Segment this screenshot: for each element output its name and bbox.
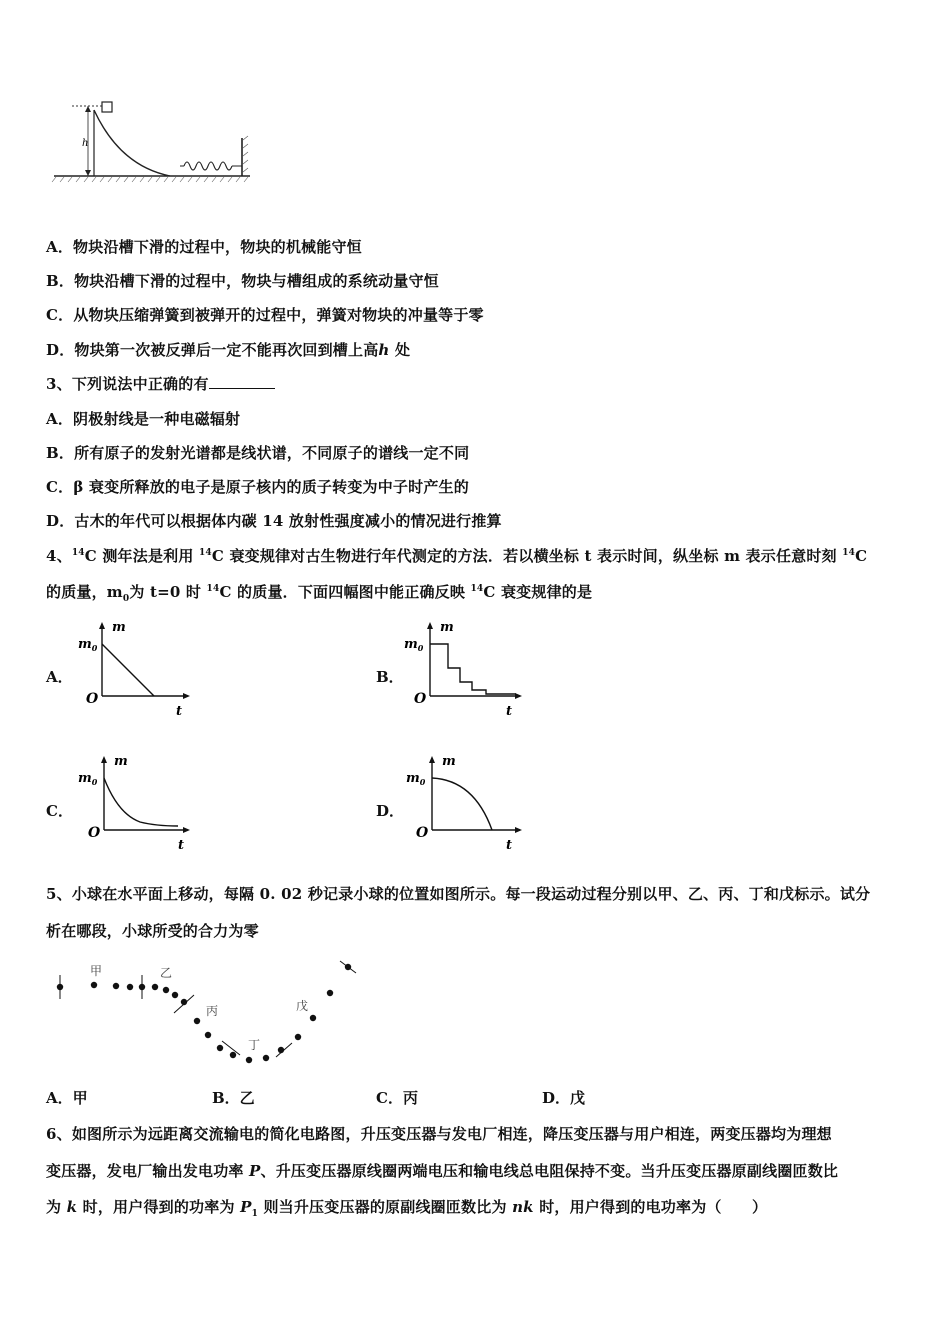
origin: O xyxy=(416,825,429,841)
segment-jia: 甲 xyxy=(90,964,103,978)
height-label: h xyxy=(82,138,89,149)
axis-m0: $m_0$ xyxy=(404,637,424,653)
q2-option-a: A．物块沿槽下滑的过程中，物块的机械能守恒 xyxy=(46,238,362,256)
axis-t: t xyxy=(176,704,183,718)
q5-choice-a: A．甲 xyxy=(46,1089,88,1107)
graph-a-label: A． xyxy=(46,668,73,686)
segment-bing: 丙 xyxy=(206,1004,219,1018)
q5-stem-line2: 析在哪段，小球所受的合力为零 xyxy=(46,922,259,940)
axis-m: m xyxy=(114,754,128,769)
axis-t: t xyxy=(178,838,185,852)
q4-stem-line2: 的质量，$m_0$为 t=0 时 $^{14}$C 的质量．下面四幅图中能正确反映 $^{14}$C 衰变规律的是 xyxy=(46,583,593,604)
origin: O xyxy=(414,691,427,707)
graph-b-label: B． xyxy=(376,668,404,686)
q5-choice-c: C．丙 xyxy=(376,1089,418,1107)
origin: O xyxy=(86,691,99,707)
axis-m: m xyxy=(440,620,454,635)
q5-choice-d: D．戊 xyxy=(542,1089,586,1107)
q3-option-a: A．阴极射线是一种电磁辐射 xyxy=(46,410,241,428)
q3-option-d: D．古木的年代可以根据体内碳 14 放射性强度减小的情况进行推算 xyxy=(46,512,502,530)
q4-stem-line1: 4、$^{14}$C 测年法是利用 $^{14}$C 衰变规律对古生物进行年代测定的方法．若以横坐标 t 表示时间，纵坐标 m 表示任意时刻 $^{14}$C xyxy=(46,547,868,565)
axis-m0: $m_0$ xyxy=(78,771,98,787)
graph-a xyxy=(78,618,198,718)
graph-b xyxy=(404,618,529,718)
axis-m0: $m_0$ xyxy=(406,771,426,787)
graph-d-label: D． xyxy=(376,802,405,820)
q2-option-b: B．物块沿槽下滑的过程中，物块与槽组成的系统动量守恒 xyxy=(46,272,439,290)
slope-spring-figure xyxy=(50,96,260,188)
axis-m: m xyxy=(112,620,126,635)
ball-motion-figure xyxy=(50,955,370,1070)
origin: O xyxy=(88,825,101,841)
answer-blank xyxy=(209,376,275,389)
q6-stem-line1: 6、如图所示为远距离交流输电的简化电路图，升压变压器与发电厂相连，降压变压器与用户相连，两变压器均为理想 xyxy=(46,1125,832,1143)
graph-c xyxy=(78,752,198,852)
q5-stem-line1: 5、小球在水平面上移动，每隔 0. 02 秒记录小球的位置如图所示。每一段运动过程分别以甲、乙、丙、丁和戊标示。试分 xyxy=(46,885,871,903)
q3-option-c: C．β 衰变所释放的电子是原子核内的质子转变为中子时产生的 xyxy=(46,478,469,496)
q3-stem: 3、下列说法中正确的有 xyxy=(46,373,275,394)
segment-wu: 戊 xyxy=(296,999,309,1013)
axis-t: t xyxy=(506,704,513,718)
graph-d xyxy=(404,752,529,852)
segment-yi: 乙 xyxy=(160,966,173,980)
q3-option-b: B．所有原子的发射光谱都是线状谱，不同原子的谱线一定不同 xyxy=(46,444,470,462)
q2-option-c: C．从物块压缩弹簧到被弹开的过程中，弹簧对物块的冲量等于零 xyxy=(46,306,484,324)
q5-choice-b: B．乙 xyxy=(212,1089,255,1107)
graph-c-label: C． xyxy=(46,802,73,820)
ball-positions xyxy=(57,964,351,1063)
axis-m: m xyxy=(442,754,456,769)
axis-m0: $m_0$ xyxy=(78,637,98,653)
q6-stem-line2: 变压器，发电厂输出发电功率 P、升压变压器原线圈两端电压和输电线总电阻保持不变。当升压变压器原副线圈匝数比 xyxy=(46,1162,839,1180)
segment-ding: 丁 xyxy=(248,1038,261,1052)
q6-stem-line3: 为 k 时，用户得到的功率为 $P_1$ 则当升压变压器的原副线圈匝数比为 nk 时，用户得到的电功率为（ ） xyxy=(46,1198,768,1219)
q2-option-d: D．物块第一次被反弹后一定不能再次回到槽上高h 处 xyxy=(46,341,411,359)
axis-t: t xyxy=(506,838,513,852)
